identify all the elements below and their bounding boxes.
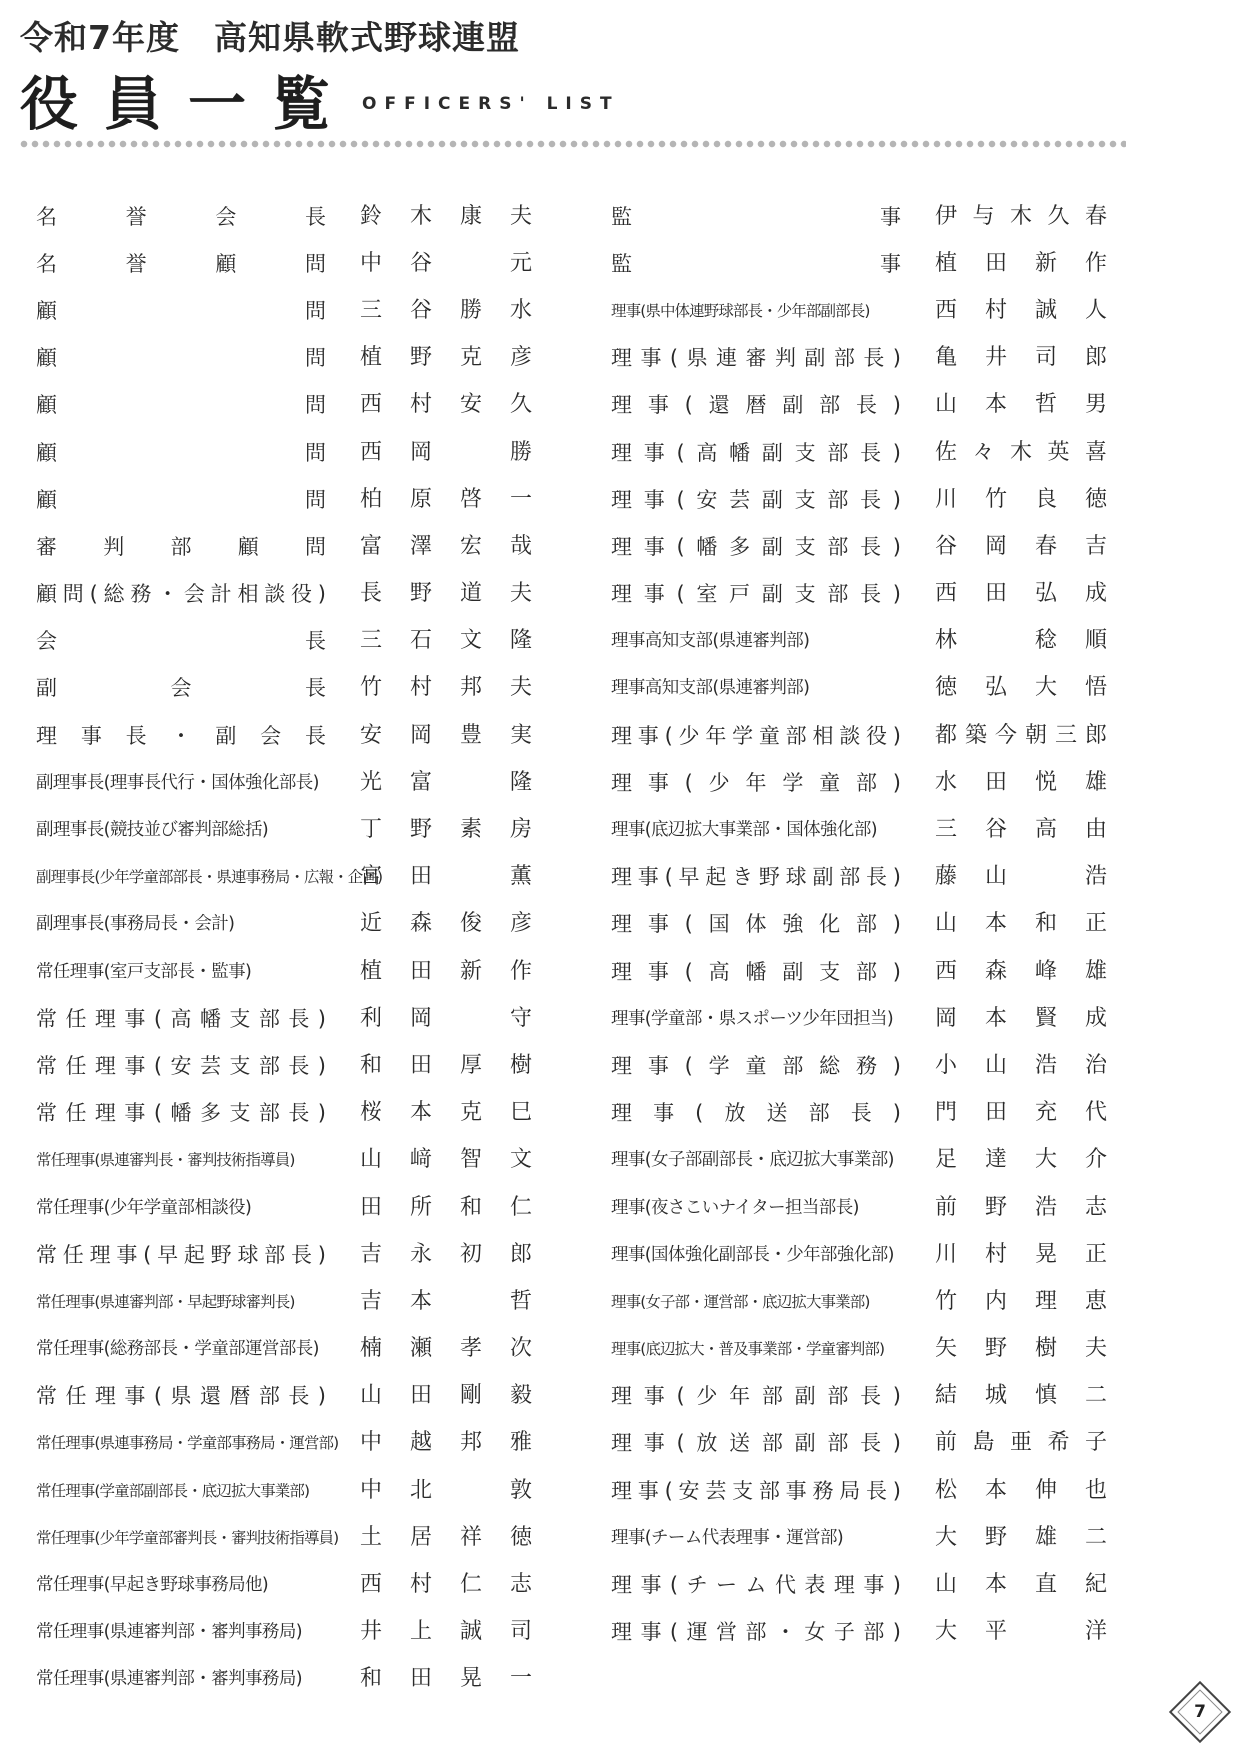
officer-row [36, 1656, 532, 1703]
officer-name: 近森俊彦 [360, 911, 532, 937]
officer-row [36, 1467, 532, 1514]
officer-name: 中越邦雅 [360, 1430, 532, 1456]
officer-name: 中谷 元 [360, 250, 532, 276]
officer-row [36, 1278, 532, 1325]
officer-row [36, 665, 532, 712]
officer-role: 副理事長(理事長代行・国体強化部長) [36, 772, 319, 793]
officer-role: 常任理事(幡多支部長) [36, 1101, 326, 1126]
officer-row [36, 476, 532, 523]
officer-role: 常任理事(少年学童部相談役) [36, 1197, 252, 1218]
officer-role: 理事(国体強化部) [611, 912, 901, 937]
officer-name: 松本伸也 [935, 1477, 1107, 1503]
officer-name: 山本哲男 [935, 392, 1107, 418]
officer-row [611, 1231, 1107, 1278]
officer-name: 西田弘成 [935, 581, 1107, 607]
officer-row [611, 571, 1107, 618]
officer-row [36, 759, 532, 806]
officer-role: 理事(女子部・運営部・底辺拡大事業部) [611, 1292, 870, 1311]
officer-name: 亀井司郎 [935, 345, 1107, 371]
officer-name: 三谷勝水 [360, 297, 532, 323]
officer-role: 理事高知支部(県連審判部) [611, 631, 810, 652]
dotted-divider [20, 140, 1126, 148]
officer-row [611, 806, 1107, 853]
officer-name: 井上誠司 [360, 1619, 532, 1645]
officer-row [611, 1184, 1107, 1231]
officer-name: 吉永初郎 [360, 1241, 532, 1267]
officer-row [36, 1231, 532, 1278]
officer-row [36, 523, 532, 570]
officer-name: 水田悦雄 [935, 769, 1107, 795]
officer-role: 審判部顧問 [36, 534, 326, 559]
officer-row [36, 854, 532, 901]
officers-right-column [611, 193, 1107, 1656]
officer-role: 理事(室戸副支部長) [611, 582, 901, 607]
officer-row [36, 1137, 532, 1184]
officer-name: 桜本克巳 [360, 1100, 532, 1126]
officer-role: 理事(学童部総務) [611, 1053, 901, 1078]
officer-row [611, 523, 1107, 570]
officer-name: 利岡 守 [360, 1005, 532, 1031]
officer-name: 和田晃一 [360, 1666, 532, 1692]
officer-name: 植田新作 [360, 958, 532, 984]
officer-row [611, 712, 1107, 759]
officer-row [611, 240, 1107, 287]
officer-row [36, 948, 532, 995]
officer-row [36, 240, 532, 287]
officer-name: 山本和正 [935, 911, 1107, 937]
officer-role: 理事(放送部副部長) [611, 1431, 901, 1456]
officer-name: 吉本 哲 [360, 1288, 532, 1314]
officer-role: 常任理事(県連審判部・審判事務局) [36, 1622, 302, 1643]
header-subtitle: 令和7年度 高知県軟式野球連盟 [20, 18, 520, 57]
officer-name: 徳弘大悟 [935, 675, 1107, 701]
officer-row [36, 1184, 532, 1231]
officer-name: 谷岡春吉 [935, 533, 1107, 559]
officer-row [36, 712, 532, 759]
officer-name: 楠瀬孝次 [360, 1336, 532, 1362]
officer-row [611, 1609, 1107, 1656]
officer-role: 理事長・副会長 [36, 723, 326, 748]
officer-name: 竹内理恵 [935, 1288, 1107, 1314]
officer-row [36, 806, 532, 853]
officer-name: 西村仁志 [360, 1572, 532, 1598]
officer-role: 理事高知支部(県連審判部) [611, 678, 810, 699]
page-number: 7 [1194, 1702, 1206, 1722]
officer-name: 田所和仁 [360, 1194, 532, 1220]
officer-row [611, 854, 1107, 901]
officer-row [611, 759, 1107, 806]
officer-name: 前島亜希子 [935, 1430, 1107, 1456]
officer-name: 前野浩志 [935, 1194, 1107, 1220]
officer-row [611, 1326, 1107, 1373]
officer-row [36, 618, 532, 665]
officer-role: 理事(運営部・女子部) [611, 1620, 901, 1645]
officer-role: 理事(少年部副部長) [611, 1384, 901, 1409]
officer-role: 理事(安芸支部事務局長) [611, 1478, 901, 1503]
officer-name: 植野克彦 [360, 345, 532, 371]
officer-row [611, 1467, 1107, 1514]
officer-name: 丁野素房 [360, 817, 532, 843]
officer-name: 伊与木久春 [935, 203, 1107, 229]
officer-role: 理事(高幡副支部) [611, 959, 901, 984]
officer-row [36, 1561, 532, 1608]
officer-name: 川村晃正 [935, 1241, 1107, 1267]
page-title: 役員一覧 [20, 70, 357, 138]
officer-name: 川竹良徳 [935, 486, 1107, 512]
officer-role: 理事(少年学童部相談役) [611, 723, 901, 748]
officer-row [611, 429, 1107, 476]
officer-row [611, 1278, 1107, 1325]
officer-row [36, 995, 532, 1042]
officer-role: 理事(学童部・県スポーツ少年団担当) [611, 1008, 894, 1029]
officer-row [611, 382, 1107, 429]
officer-role: 常任理事(総務部長・学童部運営部長) [36, 1339, 319, 1360]
officer-role: 理事(底辺拡大事業部・国体強化部) [611, 820, 877, 841]
officer-row [36, 1420, 532, 1467]
officer-row [611, 618, 1107, 665]
officer-name: 小山浩治 [935, 1052, 1107, 1078]
officer-row [611, 1561, 1107, 1608]
officer-name: 竹村邦夫 [360, 675, 532, 701]
officer-role: 常任理事(少年学童部審判長・審判技術指導員) [36, 1528, 339, 1547]
officer-name: 長野道夫 [360, 581, 532, 607]
officer-role: 副理事長(競技並び審判部総括) [36, 820, 269, 841]
officer-role: 理事(高幡副支部長) [611, 440, 901, 465]
officer-row [611, 1042, 1107, 1089]
officer-row [36, 1373, 532, 1420]
officer-row [36, 1609, 532, 1656]
officer-role: 理事(県中体連野球部長・少年部副部長) [611, 301, 870, 320]
officer-role: 理事(幡多副支部長) [611, 534, 901, 559]
officer-role: 常任理事(安芸支部長) [36, 1053, 326, 1078]
officer-name: 三谷高由 [935, 817, 1107, 843]
officer-row [36, 193, 532, 240]
officer-role: 常任理事(早起野球部長) [36, 1242, 326, 1267]
officer-role: 理事(還暦副部長) [611, 393, 901, 418]
officer-name: 大平 洋 [935, 1619, 1107, 1645]
officer-role: 顧問(総務・会計相談役) [36, 582, 326, 607]
officer-row [611, 287, 1107, 334]
officer-role: 理事(国体強化副部長・少年部強化部) [611, 1244, 894, 1265]
officer-row [611, 335, 1107, 382]
officer-name: 岡本賢成 [935, 1005, 1107, 1031]
officer-name: 安岡豊実 [360, 722, 532, 748]
officer-name: 柏原啓一 [360, 486, 532, 512]
officer-role: 顧問 [36, 440, 326, 465]
header-title-block [20, 64, 620, 138]
officer-role: 理事(チーム代表理事) [611, 1573, 901, 1598]
officer-row [611, 193, 1107, 240]
officer-row [611, 901, 1107, 948]
officer-role: 常任理事(県連審判長・審判技術指導員) [36, 1151, 295, 1170]
officer-name: 山﨑智文 [360, 1147, 532, 1173]
officer-name: 佐々木英喜 [935, 439, 1107, 465]
officer-role: 理事(安芸副支部長) [611, 487, 901, 512]
officer-role: 理事(夜さこいナイター担当部長) [611, 1197, 859, 1218]
officer-name: 山本直紀 [935, 1572, 1107, 1598]
officer-name: 宮田 薫 [360, 864, 532, 890]
officers-left-column [36, 193, 532, 1703]
officer-row [611, 948, 1107, 995]
officer-name: 三石文隆 [360, 628, 532, 654]
officer-row [36, 571, 532, 618]
officer-role: 常任理事(県連審判部・審判事務局) [36, 1669, 302, 1690]
officer-role: 常任理事(県還暦部長) [36, 1384, 326, 1409]
officer-name: 富澤宏哉 [360, 533, 532, 559]
officer-role: 常任理事(早起き野球事務局他) [36, 1575, 269, 1596]
officer-role: 常任理事(高幡支部長) [36, 1006, 326, 1031]
officer-row [36, 429, 532, 476]
officer-name: 大野雄二 [935, 1524, 1107, 1550]
officer-role: 理事(少年学童部) [611, 770, 901, 795]
officer-role: 顧問 [36, 393, 326, 418]
officer-name: 土居祥徳 [360, 1524, 532, 1550]
officer-row [36, 287, 532, 334]
officer-row [611, 1137, 1107, 1184]
officer-row [36, 382, 532, 429]
officer-role: 理事(底辺拡大・普及事業部・学童審判部) [611, 1340, 885, 1359]
officer-row [611, 1373, 1107, 1420]
officer-name: 植田新作 [935, 250, 1107, 276]
officer-name: 林 稔順 [935, 628, 1107, 654]
officer-role: 顧問 [36, 346, 326, 371]
officer-role: 常任理事(県連事務局・学童部事務局・運営部) [36, 1434, 339, 1453]
officer-role: 会長 [36, 629, 326, 654]
officer-role: 名誉会長 [36, 204, 326, 229]
officer-name: 西村安久 [360, 392, 532, 418]
officer-name: 和田厚樹 [360, 1052, 532, 1078]
officer-row [611, 1090, 1107, 1137]
officer-row [36, 1326, 532, 1373]
officer-name: 結城慎二 [935, 1383, 1107, 1409]
officer-row [36, 1514, 532, 1561]
officer-row [611, 995, 1107, 1042]
officer-role: 理事(女子部副部長・底辺拡大事業部) [611, 1150, 894, 1171]
officer-name: 足達大介 [935, 1147, 1107, 1173]
page-title-english: OFFICERS' LIST [362, 94, 620, 114]
officer-role: 常任理事(室戸支部長・監事) [36, 961, 252, 982]
officer-role: 理事(県連審判副部長) [611, 346, 901, 371]
officer-row [36, 1090, 532, 1137]
officer-name: 中北 敦 [360, 1477, 532, 1503]
officer-role: 常任理事(県連審判部・早起野球審判長) [36, 1292, 295, 1311]
officer-role: 副理事長(少年学童部部長・県連事務局・広報・企画) [36, 868, 383, 887]
officer-role: 顧問 [36, 298, 326, 323]
officer-role: 理事(チーム代表理事・運営部) [611, 1527, 844, 1548]
officer-name: 鈴木康夫 [360, 203, 532, 229]
officer-name: 西村誠人 [935, 297, 1107, 323]
officer-name: 山田剛毅 [360, 1383, 532, 1409]
officer-row [36, 1042, 532, 1089]
officer-role: 理事(放送部長) [611, 1101, 901, 1126]
officer-role: 副会長 [36, 676, 326, 701]
officer-role: 副理事長(事務局長・会計) [36, 914, 235, 935]
officer-name: 西森峰雄 [935, 958, 1107, 984]
officer-row [36, 335, 532, 382]
officer-row [611, 476, 1107, 523]
officer-row [36, 901, 532, 948]
officer-role: 名誉顧問 [36, 251, 326, 276]
officer-row [611, 1420, 1107, 1467]
officer-row [611, 1514, 1107, 1561]
officer-role: 常任理事(学童部副部長・底辺拡大事業部) [36, 1481, 310, 1500]
officer-role: 理事(早起き野球副部長) [611, 865, 901, 890]
officer-name: 光富 隆 [360, 769, 532, 795]
officer-name: 門田充代 [935, 1100, 1107, 1126]
officer-name: 都築今朝三郎 [935, 722, 1107, 748]
officer-role: 監事 [611, 204, 901, 229]
officer-name: 西岡 勝 [360, 439, 532, 465]
officer-role: 監事 [611, 251, 901, 276]
officer-row [611, 665, 1107, 712]
officer-name: 藤山 浩 [935, 864, 1107, 890]
officer-name: 矢野樹夫 [935, 1336, 1107, 1362]
officer-role: 顧問 [36, 487, 326, 512]
